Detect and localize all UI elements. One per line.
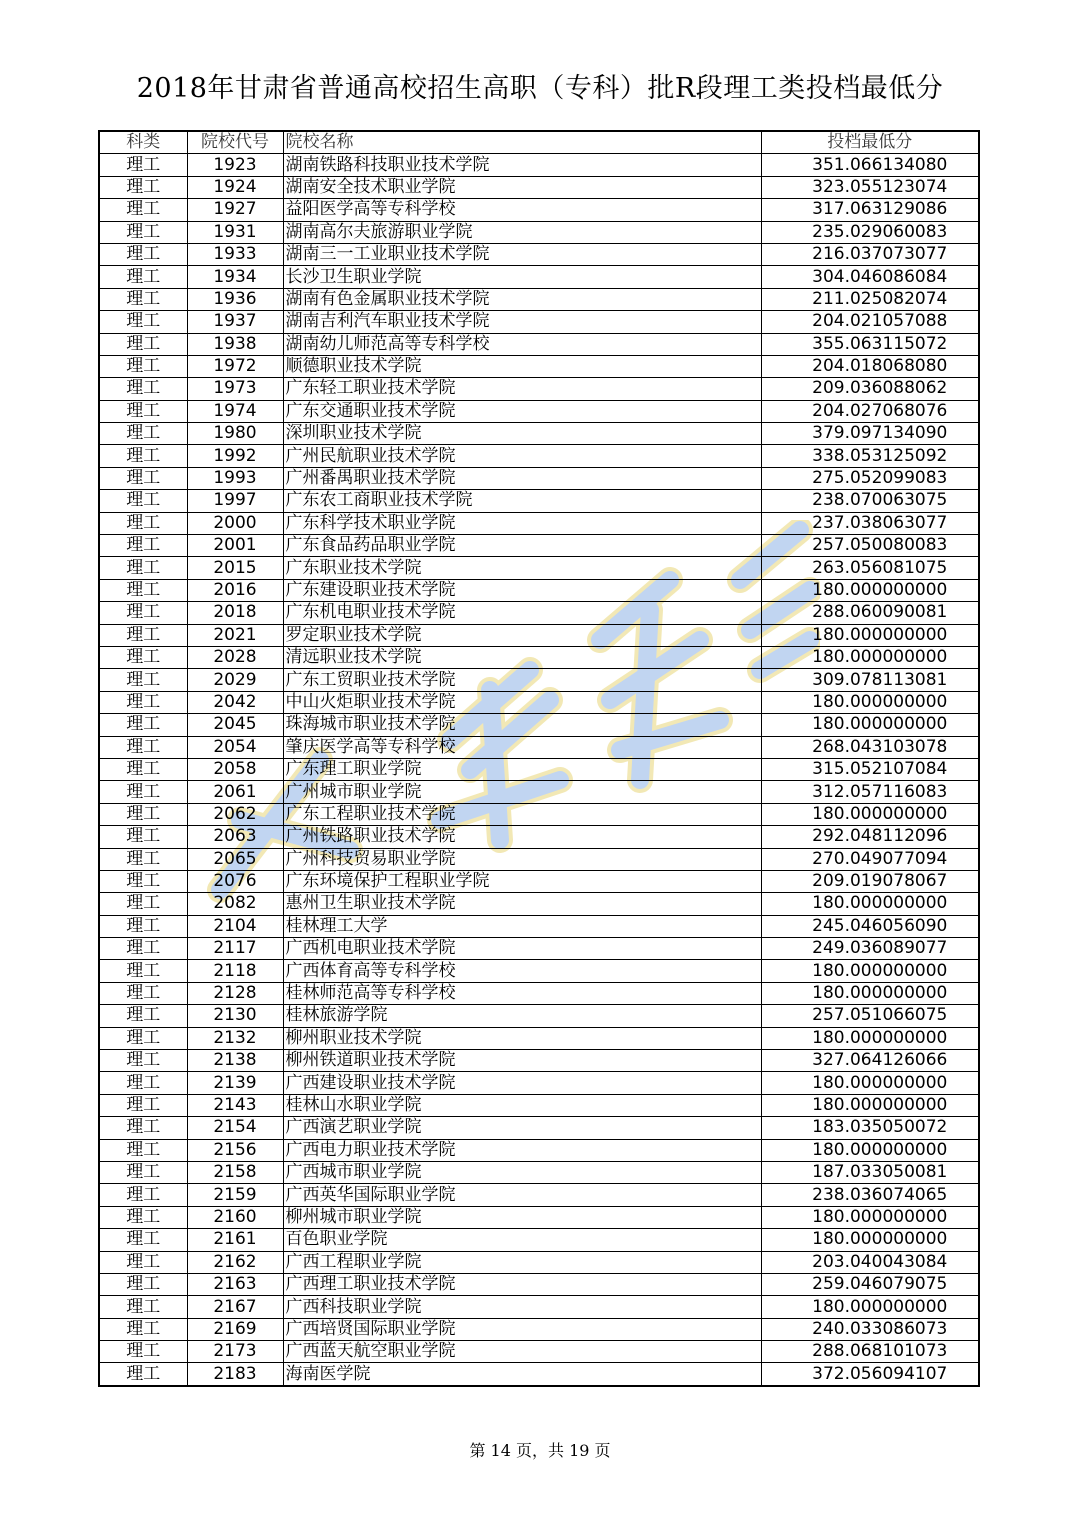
cell-school-name: 湖南有色金属职业技术学院 <box>283 288 761 310</box>
cell-school-name: 桂林山水职业学院 <box>283 1094 761 1116</box>
cell-school-code: 2156 <box>187 1139 283 1161</box>
cell-min-score: 268.043103078 <box>761 736 979 758</box>
score-table-wrapper <box>98 130 980 1387</box>
cell-subject: 理工 <box>99 691 187 713</box>
cell-min-score: 203.040043084 <box>761 1251 979 1273</box>
table-row <box>99 400 979 422</box>
cell-min-score: 315.052107084 <box>761 758 979 780</box>
cell-school-name: 广东环境保护工程职业学院 <box>283 870 761 892</box>
cell-min-score: 180.000000000 <box>761 624 979 646</box>
cell-school-name: 顺德职业技术学院 <box>283 355 761 377</box>
cell-min-score: 183.035050072 <box>761 1117 979 1139</box>
cell-school-name: 广西科技职业学院 <box>283 1296 761 1318</box>
cell-min-score: 245.046056090 <box>761 915 979 937</box>
table-row <box>99 1273 979 1295</box>
cell-subject: 理工 <box>99 199 187 221</box>
cell-school-name: 广东工贸职业技术学院 <box>283 669 761 691</box>
cell-school-code: 1934 <box>187 266 283 288</box>
cell-subject: 理工 <box>99 1117 187 1139</box>
table-row <box>99 960 979 982</box>
table-row <box>99 1184 979 1206</box>
cell-subject: 理工 <box>99 333 187 355</box>
table-row <box>99 1318 979 1340</box>
table-row <box>99 1027 979 1049</box>
cell-school-name: 广西电力职业技术学院 <box>283 1139 761 1161</box>
cell-school-name: 广西工程职业学院 <box>283 1251 761 1273</box>
cell-school-name: 广东科学技术职业学院 <box>283 512 761 534</box>
cell-subject: 理工 <box>99 1005 187 1027</box>
table-row <box>99 1050 979 1072</box>
cell-school-code: 2169 <box>187 1318 283 1340</box>
cell-min-score: 351.066134080 <box>761 154 979 176</box>
cell-subject: 理工 <box>99 1027 187 1049</box>
cell-min-score: 372.056094107 <box>761 1363 979 1386</box>
table-header-row <box>99 131 979 154</box>
cell-school-code: 2082 <box>187 893 283 915</box>
cell-min-score: 180.000000000 <box>761 1296 979 1318</box>
page-title: 2018年甘肃省普通高校招生高职（专科）批R段理工类投档最低分 <box>136 73 944 104</box>
cell-subject: 理工 <box>99 176 187 198</box>
cell-school-name: 深圳职业技术学院 <box>283 423 761 445</box>
cell-subject: 理工 <box>99 1139 187 1161</box>
table-row <box>99 1161 979 1183</box>
cell-min-score: 187.033050081 <box>761 1161 979 1183</box>
cell-school-code: 2132 <box>187 1027 283 1049</box>
table-row <box>99 490 979 512</box>
cell-min-score: 292.048112096 <box>761 826 979 848</box>
cell-min-score: 209.019078067 <box>761 870 979 892</box>
cell-school-name: 广东工程职业技术学院 <box>283 803 761 825</box>
cell-min-score: 204.021057088 <box>761 311 979 333</box>
cell-school-name: 柳州职业技术学院 <box>283 1027 761 1049</box>
table-row <box>99 1139 979 1161</box>
cell-school-code: 2042 <box>187 691 283 713</box>
cell-subject: 理工 <box>99 602 187 624</box>
cell-subject: 理工 <box>99 870 187 892</box>
cell-min-score: 180.000000000 <box>761 1072 979 1094</box>
table-row <box>99 1363 979 1386</box>
cell-subject: 理工 <box>99 624 187 646</box>
cell-min-score: 180.000000000 <box>761 893 979 915</box>
cell-subject: 理工 <box>99 154 187 176</box>
cell-subject: 理工 <box>99 490 187 512</box>
table-row <box>99 512 979 534</box>
cell-school-name: 肇庆医学高等专科学校 <box>283 736 761 758</box>
table-row <box>99 1094 979 1116</box>
cell-school-code: 2054 <box>187 736 283 758</box>
cell-school-name: 广州城市职业学院 <box>283 781 761 803</box>
cell-school-code: 2062 <box>187 803 283 825</box>
cell-subject: 理工 <box>99 1318 187 1340</box>
cell-school-name: 惠州卫生职业技术学院 <box>283 893 761 915</box>
cell-school-name: 益阳医学高等专科学校 <box>283 199 761 221</box>
cell-subject: 理工 <box>99 960 187 982</box>
table-row <box>99 199 979 221</box>
cell-subject: 理工 <box>99 646 187 668</box>
cell-subject: 理工 <box>99 1273 187 1295</box>
cell-min-score: 211.025082074 <box>761 288 979 310</box>
cell-school-code: 2143 <box>187 1094 283 1116</box>
cell-min-score: 275.052099083 <box>761 467 979 489</box>
table-row <box>99 1251 979 1273</box>
cell-school-code: 1933 <box>187 243 283 265</box>
cell-min-score: 204.027068076 <box>761 400 979 422</box>
table-row <box>99 423 979 445</box>
cell-min-score: 180.000000000 <box>761 646 979 668</box>
cell-school-name: 柳州城市职业学院 <box>283 1206 761 1228</box>
cell-school-code: 2021 <box>187 624 283 646</box>
cell-school-name: 桂林理工大学 <box>283 915 761 937</box>
cell-subject: 理工 <box>99 915 187 937</box>
cell-school-code: 2118 <box>187 960 283 982</box>
cell-subject: 理工 <box>99 243 187 265</box>
cell-school-code: 2163 <box>187 1273 283 1295</box>
page-number: 第 14 页，共 19 页 <box>469 1441 611 1460</box>
table-row <box>99 646 979 668</box>
cell-min-score: 312.057116083 <box>761 781 979 803</box>
cell-subject: 理工 <box>99 512 187 534</box>
table-row <box>99 579 979 601</box>
cell-min-score: 240.033086073 <box>761 1318 979 1340</box>
cell-school-code: 1993 <box>187 467 283 489</box>
table-row <box>99 691 979 713</box>
cell-school-code: 2160 <box>187 1206 283 1228</box>
table-row <box>99 938 979 960</box>
table-row <box>99 1005 979 1027</box>
cell-school-name: 广西演艺职业学院 <box>283 1117 761 1139</box>
cell-min-score: 355.063115072 <box>761 333 979 355</box>
table-row <box>99 848 979 870</box>
cell-school-code: 2076 <box>187 870 283 892</box>
table-row <box>99 557 979 579</box>
table-row <box>99 1341 979 1363</box>
cell-min-score: 317.063129086 <box>761 199 979 221</box>
table-row <box>99 826 979 848</box>
cell-min-score: 180.000000000 <box>761 1139 979 1161</box>
cell-subject: 理工 <box>99 355 187 377</box>
cell-subject: 理工 <box>99 938 187 960</box>
cell-school-name: 桂林师范高等专科学校 <box>283 982 761 1004</box>
cell-min-score: 180.000000000 <box>761 1229 979 1251</box>
cell-subject: 理工 <box>99 781 187 803</box>
cell-school-code: 2161 <box>187 1229 283 1251</box>
cell-school-code: 2045 <box>187 714 283 736</box>
table-row <box>99 1072 979 1094</box>
cell-school-code: 2061 <box>187 781 283 803</box>
cell-min-score: 180.000000000 <box>761 960 979 982</box>
cell-school-code: 1923 <box>187 154 283 176</box>
cell-school-code: 2162 <box>187 1251 283 1273</box>
cell-subject: 理工 <box>99 1363 187 1386</box>
cell-min-score: 180.000000000 <box>761 579 979 601</box>
cell-subject: 理工 <box>99 311 187 333</box>
cell-min-score: 259.046079075 <box>761 1273 979 1295</box>
cell-school-name: 广东农工商职业技术学院 <box>283 490 761 512</box>
cell-school-code: 1973 <box>187 378 283 400</box>
table-row <box>99 982 979 1004</box>
cell-subject: 理工 <box>99 266 187 288</box>
cell-min-score: 209.036088062 <box>761 378 979 400</box>
cell-school-code: 2173 <box>187 1341 283 1363</box>
cell-min-score: 270.049077094 <box>761 848 979 870</box>
table-row <box>99 870 979 892</box>
table-row <box>99 1229 979 1251</box>
cell-school-name: 广州铁路职业技术学院 <box>283 826 761 848</box>
table-row <box>99 266 979 288</box>
cell-school-name: 湖南吉利汽车职业技术学院 <box>283 311 761 333</box>
cell-school-name: 广西培贤国际职业学院 <box>283 1318 761 1340</box>
cell-subject: 理工 <box>99 1072 187 1094</box>
cell-subject: 理工 <box>99 826 187 848</box>
cell-school-name: 广东交通职业技术学院 <box>283 400 761 422</box>
table-row <box>99 758 979 780</box>
cell-subject: 理工 <box>99 1161 187 1183</box>
table-row <box>99 445 979 467</box>
cell-subject: 理工 <box>99 982 187 1004</box>
table-row <box>99 736 979 758</box>
cell-subject: 理工 <box>99 1206 187 1228</box>
cell-school-name: 罗定职业技术学院 <box>283 624 761 646</box>
cell-school-code: 1992 <box>187 445 283 467</box>
cell-min-score: 238.036074065 <box>761 1184 979 1206</box>
cell-subject: 理工 <box>99 1094 187 1116</box>
table-row <box>99 624 979 646</box>
cell-school-code: 2159 <box>187 1184 283 1206</box>
cell-school-code: 1931 <box>187 221 283 243</box>
cell-school-code: 2018 <box>187 602 283 624</box>
cell-min-score: 323.055123074 <box>761 176 979 198</box>
cell-min-score: 180.000000000 <box>761 691 979 713</box>
cell-subject: 理工 <box>99 1251 187 1273</box>
table-row <box>99 243 979 265</box>
cell-school-code: 1980 <box>187 423 283 445</box>
cell-school-name: 清远职业技术学院 <box>283 646 761 668</box>
cell-school-name: 湖南安全技术职业学院 <box>283 176 761 198</box>
cell-school-code: 1924 <box>187 176 283 198</box>
cell-school-code: 2117 <box>187 938 283 960</box>
table-row <box>99 669 979 691</box>
cell-school-name: 湖南铁路科技职业技术学院 <box>283 154 761 176</box>
cell-school-code: 2001 <box>187 535 283 557</box>
cell-school-code: 2154 <box>187 1117 283 1139</box>
table-row <box>99 311 979 333</box>
cell-subject: 理工 <box>99 1341 187 1363</box>
cell-min-score: 263.056081075 <box>761 557 979 579</box>
cell-min-score: 235.029060083 <box>761 221 979 243</box>
cell-min-score: 257.051066075 <box>761 1005 979 1027</box>
cell-subject: 理工 <box>99 423 187 445</box>
cell-school-name: 中山火炬职业技术学院 <box>283 691 761 713</box>
cell-school-code: 2063 <box>187 826 283 848</box>
cell-subject: 理工 <box>99 400 187 422</box>
cell-subject: 理工 <box>99 535 187 557</box>
cell-subject: 理工 <box>99 1050 187 1072</box>
cell-school-code: 1974 <box>187 400 283 422</box>
cell-school-name: 广州民航职业技术学院 <box>283 445 761 467</box>
cell-min-score: 180.000000000 <box>761 1206 979 1228</box>
header-school-code: 院校代号 <box>187 131 283 154</box>
cell-min-score: 180.000000000 <box>761 1027 979 1049</box>
cell-subject: 理工 <box>99 467 187 489</box>
cell-school-name: 广西体育高等专科学校 <box>283 960 761 982</box>
cell-school-name: 广西英华国际职业学院 <box>283 1184 761 1206</box>
cell-school-code: 2139 <box>187 1072 283 1094</box>
table-row <box>99 154 979 176</box>
cell-min-score: 327.064126066 <box>761 1050 979 1072</box>
cell-school-name: 广东食品药品职业学院 <box>283 535 761 557</box>
table-row <box>99 176 979 198</box>
cell-school-code: 2128 <box>187 982 283 1004</box>
cell-subject: 理工 <box>99 557 187 579</box>
cell-school-name: 广州番禺职业技术学院 <box>283 467 761 489</box>
cell-subject: 理工 <box>99 1296 187 1318</box>
cell-school-code: 2138 <box>187 1050 283 1072</box>
table-row <box>99 221 979 243</box>
cell-school-name: 广东职业技术学院 <box>283 557 761 579</box>
cell-school-code: 1938 <box>187 333 283 355</box>
cell-school-name: 湖南三一工业职业技术学院 <box>283 243 761 265</box>
table-row <box>99 714 979 736</box>
cell-school-name: 广东轻工职业技术学院 <box>283 378 761 400</box>
cell-school-code: 2029 <box>187 669 283 691</box>
cell-subject: 理工 <box>99 1229 187 1251</box>
cell-school-code: 2065 <box>187 848 283 870</box>
cell-school-code: 2028 <box>187 646 283 668</box>
cell-subject: 理工 <box>99 378 187 400</box>
cell-school-code: 2167 <box>187 1296 283 1318</box>
cell-school-code: 2058 <box>187 758 283 780</box>
table-row <box>99 333 979 355</box>
cell-min-score: 257.050080083 <box>761 535 979 557</box>
table-row <box>99 803 979 825</box>
cell-min-score: 237.038063077 <box>761 512 979 534</box>
cell-subject: 理工 <box>99 669 187 691</box>
cell-school-name: 长沙卫生职业学院 <box>283 266 761 288</box>
cell-school-name: 湖南幼儿师范高等专科学校 <box>283 333 761 355</box>
cell-subject: 理工 <box>99 758 187 780</box>
cell-school-code: 2000 <box>187 512 283 534</box>
cell-min-score: 304.046086084 <box>761 266 979 288</box>
cell-school-name: 百色职业学院 <box>283 1229 761 1251</box>
cell-school-name: 广东建设职业技术学院 <box>283 579 761 601</box>
cell-min-score: 180.000000000 <box>761 982 979 1004</box>
cell-school-name: 广西机电职业技术学院 <box>283 938 761 960</box>
cell-min-score: 180.000000000 <box>761 803 979 825</box>
cell-subject: 理工 <box>99 221 187 243</box>
table-row <box>99 535 979 557</box>
cell-school-code: 2158 <box>187 1161 283 1183</box>
header-subject: 科类 <box>99 131 187 154</box>
header-min-score: 投档最低分 <box>761 131 979 154</box>
header-school-name: 院校名称 <box>283 131 761 154</box>
cell-school-code: 2016 <box>187 579 283 601</box>
cell-school-name: 海南医学院 <box>283 1363 761 1386</box>
cell-school-name: 柳州铁道职业技术学院 <box>283 1050 761 1072</box>
cell-school-name: 广州科技贸易职业学院 <box>283 848 761 870</box>
cell-subject: 理工 <box>99 445 187 467</box>
cell-min-score: 249.036089077 <box>761 938 979 960</box>
cell-school-name: 桂林旅游学院 <box>283 1005 761 1027</box>
cell-school-code: 2104 <box>187 915 283 937</box>
cell-subject: 理工 <box>99 1184 187 1206</box>
cell-school-name: 广东理工职业学院 <box>283 758 761 780</box>
cell-school-code: 1937 <box>187 311 283 333</box>
cell-subject: 理工 <box>99 579 187 601</box>
table-row <box>99 1296 979 1318</box>
cell-min-score: 180.000000000 <box>761 1094 979 1116</box>
cell-min-score: 238.070063075 <box>761 490 979 512</box>
cell-subject: 理工 <box>99 893 187 915</box>
table-row <box>99 1206 979 1228</box>
cell-min-score: 216.037073077 <box>761 243 979 265</box>
cell-school-name: 湖南高尔夫旅游职业学院 <box>283 221 761 243</box>
table-row <box>99 1117 979 1139</box>
table-row <box>99 602 979 624</box>
score-table <box>98 130 980 1387</box>
cell-school-name: 珠海城市职业技术学院 <box>283 714 761 736</box>
cell-subject: 理工 <box>99 803 187 825</box>
cell-min-score: 309.078113081 <box>761 669 979 691</box>
table-row <box>99 355 979 377</box>
cell-school-code: 1997 <box>187 490 283 512</box>
cell-school-code: 2183 <box>187 1363 283 1386</box>
cell-school-name: 广西理工职业技术学院 <box>283 1273 761 1295</box>
table-row <box>99 893 979 915</box>
cell-min-score: 338.053125092 <box>761 445 979 467</box>
table-row <box>99 781 979 803</box>
cell-school-name: 广东机电职业技术学院 <box>283 602 761 624</box>
cell-subject: 理工 <box>99 288 187 310</box>
table-row <box>99 378 979 400</box>
cell-min-score: 180.000000000 <box>761 714 979 736</box>
cell-subject: 理工 <box>99 848 187 870</box>
cell-school-code: 1936 <box>187 288 283 310</box>
cell-school-name: 广西城市职业学院 <box>283 1161 761 1183</box>
cell-min-score: 288.068101073 <box>761 1341 979 1363</box>
cell-min-score: 379.097134090 <box>761 423 979 445</box>
cell-school-name: 广西蓝天航空职业学院 <box>283 1341 761 1363</box>
cell-school-code: 1972 <box>187 355 283 377</box>
cell-subject: 理工 <box>99 736 187 758</box>
cell-min-score: 288.060090081 <box>761 602 979 624</box>
table-row <box>99 915 979 937</box>
cell-subject: 理工 <box>99 714 187 736</box>
cell-school-code: 2015 <box>187 557 283 579</box>
cell-school-code: 1927 <box>187 199 283 221</box>
cell-school-code: 2130 <box>187 1005 283 1027</box>
table-body <box>99 154 979 1386</box>
cell-min-score: 204.018068080 <box>761 355 979 377</box>
table-row <box>99 288 979 310</box>
cell-school-name: 广西建设职业技术学院 <box>283 1072 761 1094</box>
table-row <box>99 467 979 489</box>
